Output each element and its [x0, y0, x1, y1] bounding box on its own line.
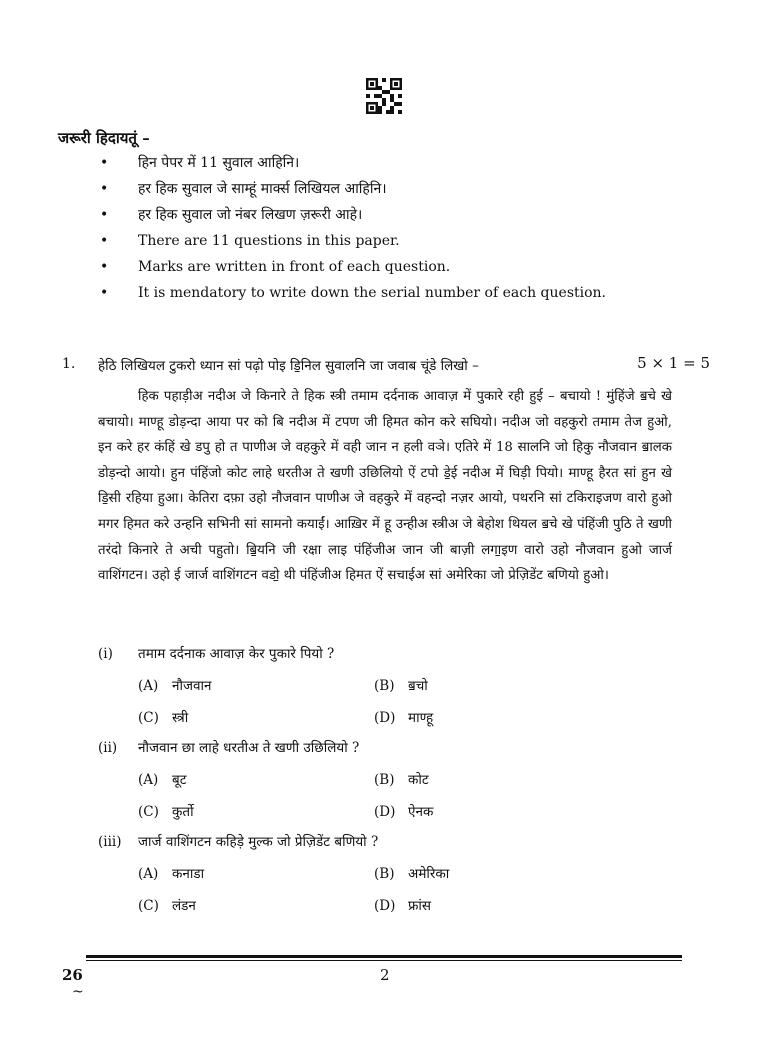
subquestion-ii: (ii) नौजवान छा लाहे धरतीअ ते खणी उछिलियो ?	[98, 740, 360, 756]
option-iii-a[interactable]: (A) कनाडा	[138, 866, 205, 882]
bullet-icon: •	[100, 259, 109, 275]
passage-line: एतिरे में 18 सालनि जो हिकु नौजवान ॿालक डोड़न्दो आयो। हुन पंहिंजो कोट लाहे धरतीअ ते खणी	[98, 440, 672, 481]
option-iii-b[interactable]: (B) अमेरिका	[374, 866, 450, 882]
instructions-list	[96, 150, 696, 306]
option-ii-c[interactable]: (C) कुर्तो	[138, 804, 194, 820]
bullet-icon: •	[100, 155, 109, 171]
page-number: 2	[380, 966, 390, 984]
option-i-a[interactable]: (A) नौजवान	[138, 678, 212, 694]
bullet-icon: •	[100, 285, 109, 301]
instruction-item: • हर हिक सुवाल जो नंबर लिखण ज़रूरी आहे।	[96, 202, 696, 228]
paper-code: 26	[62, 966, 83, 984]
instructions-heading: जरूरी हिदायतूं –	[58, 129, 150, 147]
option-i-c[interactable]: (C) स्त्री	[138, 710, 189, 726]
option-iii-c[interactable]: (C) लंडन	[138, 898, 196, 914]
bullet-icon: •	[100, 181, 109, 197]
instruction-item: • हिन पेपर में 11 सुवाल आहिनि।	[96, 150, 696, 176]
option-i-d[interactable]: (D) माण्हू	[374, 710, 434, 726]
passage	[98, 384, 672, 589]
passage-line: नौजवान पाणीअ जे वहकुरे में वहन्दो नज़र आयो, पथरनि सां टकिराइजण वारो हुओ मगर हिमत करे	[98, 491, 672, 532]
passage-line: नौजवान हुओ जार्ज वाशिंगटन। उहो ई जार्ज वाशिंगटन वडो॒ थी पंहिंजीअ हिमत ऐं सचाईअ सां अमेरिका	[98, 542, 672, 584]
subquestion-iii: (iii) जार्ज वाशिंगटन कहिड़े मुल्क जो प्रेज़िडेंट बणियो ?	[98, 834, 379, 850]
subquestion-i: (i) तमाम दर्दनाक आवाज़ केर पुकारे पियो ?	[98, 646, 335, 662]
option-ii-d[interactable]: (D) ऐनक	[374, 804, 434, 820]
footer-mark: ~	[72, 984, 84, 1000]
question-number: 1.	[62, 356, 76, 372]
instruction-item: • Marks are written in front of each question.	[96, 254, 696, 280]
option-ii-b[interactable]: (B) कोट	[374, 772, 429, 788]
instruction-item: • It is mendatory to write down the serial number of each question.	[96, 280, 696, 306]
option-i-b[interactable]: (B) ॿचो	[374, 678, 428, 694]
bullet-icon: •	[100, 233, 109, 249]
option-ii-a[interactable]: (A) बूट	[138, 772, 187, 788]
instruction-item: • There are 11 questions in this paper.	[96, 228, 696, 254]
question-marks: 5 × 1 = 5	[637, 354, 710, 372]
footer-divider-thin	[86, 960, 682, 961]
passage-line: मुंहिंजे ॿचे खे बचायो। माण्हू डोड़न्दा आया पर को बि नदीअ में टपण जी हिमत कोन करे सघियो। नदीअ	[98, 389, 672, 430]
passage-line: जो वहकुरो तमाम तेज हुओ, इन करे हर कंहिं खे डपु हो त पाणीअ जे वहकुरे में वही जान न हली वञे।	[98, 414, 672, 456]
question-prompt: हेठि लिखियल टुकरो ध्यान सां पढ़ो पोइ डि॒निल सुवालनि जा जवाब चूंडे लिखो –	[98, 358, 479, 374]
passage-line: उछिलियो ऐं टपो डे॒ई नदीअ में घिड़ी पियो। माण्हू हैरत सां हुन खे डि॒सी रहिया हुआ। केतिरा दफ़ा उहो	[98, 465, 672, 507]
qr-code	[366, 78, 402, 114]
footer-divider	[86, 955, 682, 958]
passage-line: उन्हनि सभिनी सां सामनो कयाईं। आख़िर में हू उन्हीअ स्त्रीअ जे बेहोश थियल ॿचे खे पंहिंजी पुठि ते	[173, 516, 644, 532]
option-iii-d[interactable]: (D) फ्रांस	[374, 898, 432, 914]
instruction-item: • हर हिक सुवाल जे साम्हूं मार्क्स लिखियल आहिनि।	[96, 176, 696, 202]
passage-line: जो प्रेज़िडेंट बणियो हुओ।	[490, 568, 609, 584]
passage-line: हिक पहाड़ीअ नदीअ जे किनारे ते हिक स्त्री तमाम दर्दनाक आवाज़ में पुकारे रही हुई – बचायो !	[138, 389, 602, 404]
passage-line: खणी तरंदो किनारे ते अची पहुतो। ॿि॒यनि जी रक्षा लाइ पंहिंजीअ जान जी बाज़ी लगा॒इण वारो उहो	[98, 516, 672, 558]
bullet-icon: •	[100, 207, 109, 223]
